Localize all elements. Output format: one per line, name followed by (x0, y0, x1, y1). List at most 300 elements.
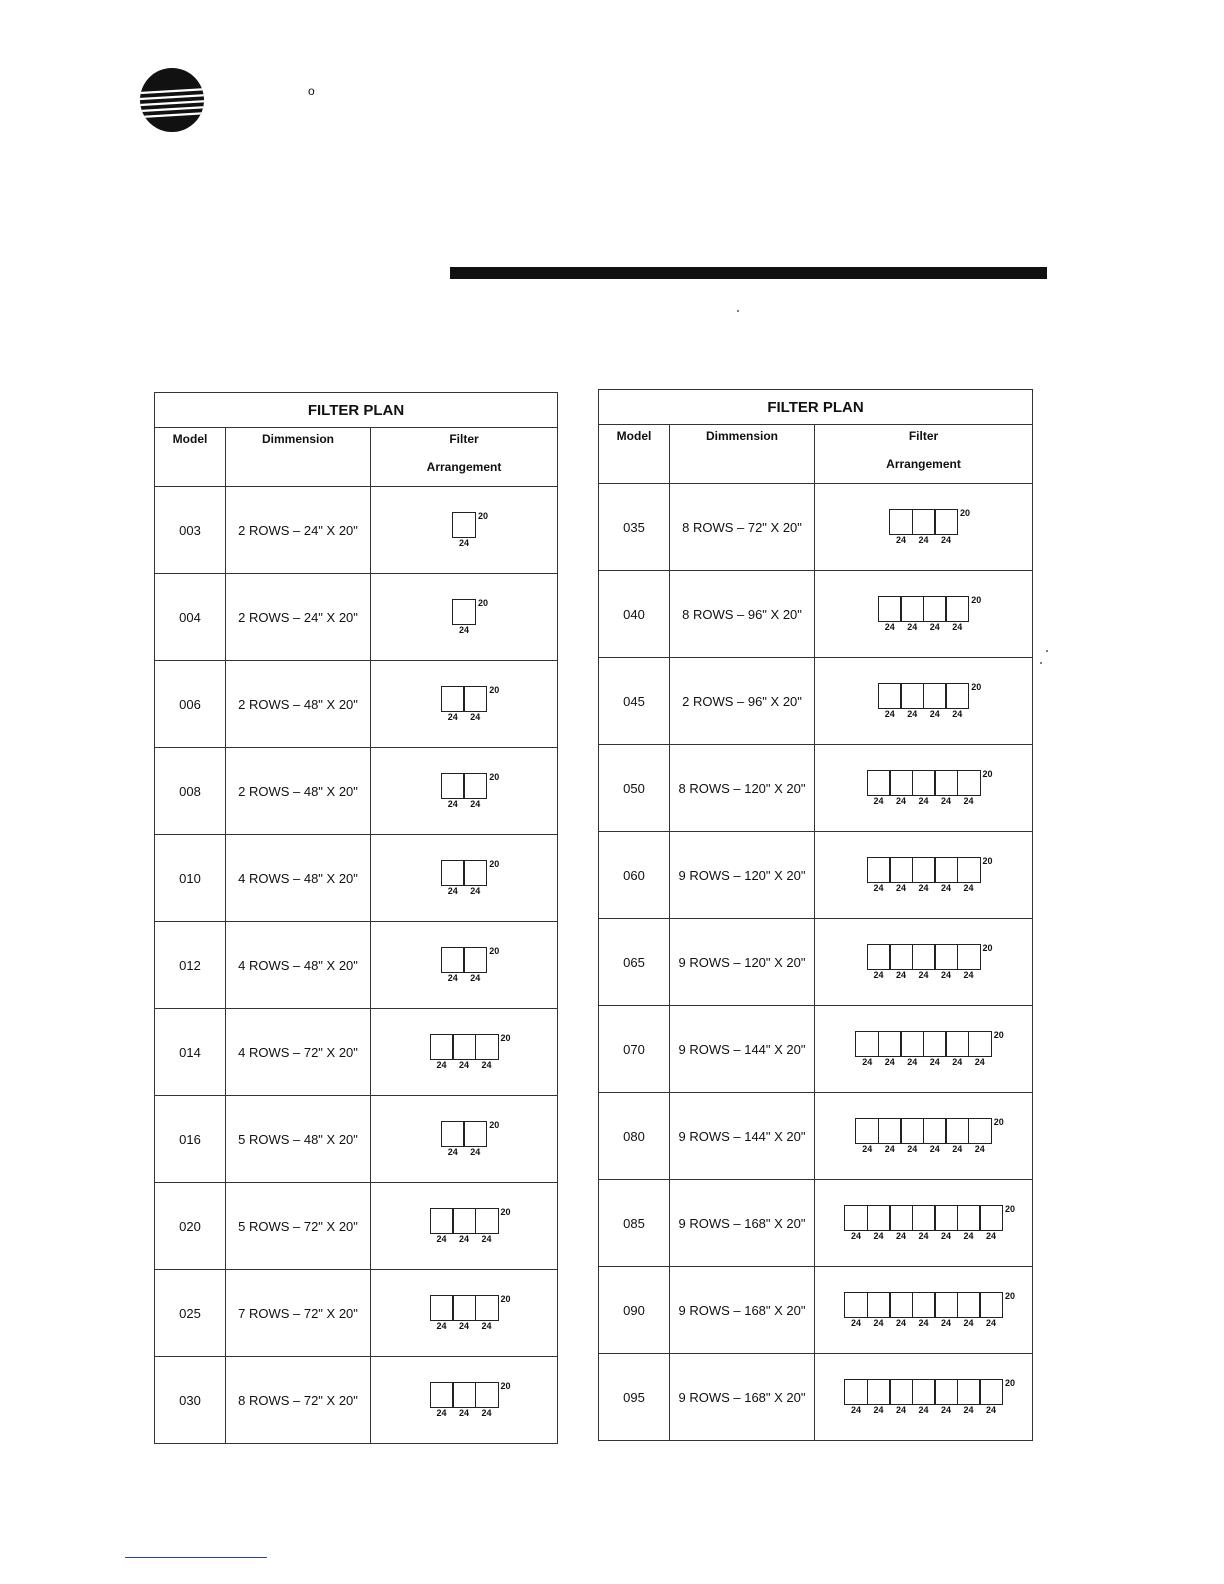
filter-width-label: 24 (459, 624, 470, 635)
model-cell: 008 (155, 748, 226, 835)
filter-arrangement-cell (815, 919, 1033, 1006)
filter-arrangement-cell (371, 1270, 558, 1357)
filter-panel (430, 1382, 454, 1408)
model-cell: 010 (155, 835, 226, 922)
filter-width-label: 24 (896, 969, 907, 980)
table-row (599, 1267, 1033, 1354)
header-rule (450, 267, 1047, 279)
filter-width-label: 24 (862, 1143, 873, 1154)
filter-panel (968, 1031, 992, 1057)
dimension-cell: 2 ROWS – 24" X 20" (226, 487, 371, 574)
filter-panel (441, 686, 465, 712)
filter-height-label: 20 (982, 855, 993, 866)
filter-width-label: 24 (952, 621, 963, 632)
filter-width-label: 24 (436, 1407, 447, 1418)
filter-width-label: 24 (884, 621, 895, 632)
model-cell: 012 (155, 922, 226, 1009)
filter-arrangement-diagram (430, 1293, 511, 1331)
filter-width-label: 24 (447, 798, 458, 809)
filter-width-label: 24 (481, 1233, 492, 1244)
filter-panel (968, 1118, 992, 1144)
table-row (599, 1093, 1033, 1180)
filter-arrangement-cell (815, 1006, 1033, 1093)
filter-panel (867, 1379, 891, 1405)
filter-width-label: 24 (986, 1404, 997, 1415)
filter-arrangement-diagram (452, 510, 489, 548)
filter-arrangement-cell (815, 658, 1033, 745)
filter-arrangement-cell (815, 832, 1033, 919)
filter-panel (945, 596, 969, 622)
filter-width-label: 24 (918, 969, 929, 980)
filter-width-label: 24 (896, 1317, 907, 1328)
filter-width-label: 24 (470, 885, 481, 896)
filter-arrangement-cell (371, 1183, 558, 1270)
filter-height-label: 20 (1005, 1203, 1016, 1214)
filter-arrangement-cell (371, 1009, 558, 1096)
filter-width-label: 24 (974, 1143, 985, 1154)
table-row (599, 1180, 1033, 1267)
column-header-dimension: Dimmension (226, 428, 371, 487)
filter-arrangement-diagram (430, 1206, 511, 1244)
filter-panel (878, 1118, 902, 1144)
filter-width-label: 24 (941, 795, 952, 806)
scan-speck (737, 310, 739, 312)
model-cell: 085 (599, 1180, 670, 1267)
filter-panel (430, 1034, 454, 1060)
filter-panel (463, 947, 487, 973)
filter-panel (979, 1292, 1003, 1318)
filter-width-label: 24 (963, 969, 974, 980)
table-row (599, 1006, 1033, 1093)
model-cell: 014 (155, 1009, 226, 1096)
filter-width-label: 24 (884, 1056, 895, 1067)
filter-arrangement-diagram (441, 1119, 500, 1157)
filter-width-label: 24 (873, 1317, 884, 1328)
table-title: FILTER PLAN (599, 390, 1033, 425)
filter-panel (912, 944, 936, 970)
dimension-cell: 4 ROWS – 48" X 20" (226, 835, 371, 922)
filter-width-label: 24 (963, 1230, 974, 1241)
filter-width-label: 24 (873, 1404, 884, 1415)
filter-arrangement-diagram (844, 1290, 1016, 1328)
dimension-cell: 8 ROWS – 72" X 20" (670, 484, 815, 571)
filter-panel (957, 944, 981, 970)
filter-panel (912, 509, 936, 535)
table-title: FILTER PLAN (155, 393, 558, 428)
filter-width-label: 24 (884, 708, 895, 719)
filter-arrangement-diagram (844, 1377, 1016, 1415)
filter-width-label: 24 (470, 1146, 481, 1157)
company-logo (138, 67, 206, 133)
filter-panel (889, 944, 913, 970)
filter-width-label: 24 (470, 972, 481, 983)
filter-width-label: 24 (470, 711, 481, 722)
filter-width-label: 24 (918, 882, 929, 893)
filter-width-label: 24 (447, 711, 458, 722)
filter-panel (867, 1292, 891, 1318)
filter-width-label: 24 (436, 1233, 447, 1244)
filter-width-label: 24 (481, 1059, 492, 1070)
filter-height-label: 20 (489, 684, 500, 695)
dimension-cell: 8 ROWS – 96" X 20" (670, 571, 815, 658)
filter-arrangement-cell (815, 484, 1033, 571)
filter-width-label: 24 (851, 1317, 862, 1328)
dimension-cell: 8 ROWS – 120" X 20" (670, 745, 815, 832)
filter-width-label: 24 (918, 534, 929, 545)
filter-panel (475, 1295, 499, 1321)
filter-panel (934, 1292, 958, 1318)
filter-arrangement-diagram (441, 684, 500, 722)
filter-width-label: 24 (907, 708, 918, 719)
table-row (599, 745, 1033, 832)
filter-panel (441, 947, 465, 973)
filter-height-label: 20 (993, 1116, 1004, 1127)
filter-panel (463, 860, 487, 886)
filter-width-label: 24 (481, 1320, 492, 1331)
filter-panel (923, 1118, 947, 1144)
model-cell: 080 (599, 1093, 670, 1180)
filter-arrangement-cell (815, 1267, 1033, 1354)
filter-arrangement-diagram (878, 681, 982, 719)
filter-width-label: 24 (459, 1407, 470, 1418)
filter-width-label: 24 (447, 972, 458, 983)
filter-panel (844, 1205, 868, 1231)
filter-panel (475, 1208, 499, 1234)
filter-width-label: 24 (929, 1143, 940, 1154)
filter-height-label: 20 (500, 1206, 511, 1217)
model-cell: 035 (599, 484, 670, 571)
filter-panel (923, 1031, 947, 1057)
model-cell: 004 (155, 574, 226, 661)
filter-panel (463, 773, 487, 799)
filter-panel (452, 1295, 476, 1321)
filter-arrangement-diagram (867, 768, 993, 806)
table-row (599, 658, 1033, 745)
filter-height-label: 20 (489, 771, 500, 782)
filter-height-label: 20 (982, 768, 993, 779)
table-row (599, 919, 1033, 1006)
filter-panel (452, 599, 476, 625)
model-cell: 060 (599, 832, 670, 919)
filter-arrangement-diagram (441, 858, 500, 896)
filter-height-label: 20 (489, 945, 500, 956)
filter-panel (945, 1118, 969, 1144)
filter-panel (867, 857, 891, 883)
filter-panel (889, 1379, 913, 1405)
filter-panel (945, 1031, 969, 1057)
table-row (155, 1357, 558, 1444)
dimension-cell: 2 ROWS – 96" X 20" (670, 658, 815, 745)
filter-panel (463, 686, 487, 712)
dimension-cell: 9 ROWS – 144" X 20" (670, 1093, 815, 1180)
filter-panel (934, 944, 958, 970)
filter-panel (979, 1205, 1003, 1231)
filter-arrangement-diagram (452, 597, 489, 635)
filter-width-label: 24 (459, 537, 470, 548)
dimension-cell: 2 ROWS – 48" X 20" (226, 661, 371, 748)
filter-height-label: 20 (489, 1119, 500, 1130)
filter-arrangement-cell (371, 1096, 558, 1183)
filter-panel (889, 770, 913, 796)
filter-width-label: 24 (952, 1056, 963, 1067)
table-row (599, 484, 1033, 571)
scan-speck (1046, 650, 1048, 652)
filter-width-label: 24 (907, 1143, 918, 1154)
filter-panel (889, 1205, 913, 1231)
filter-arrangement-diagram (867, 855, 993, 893)
column-header-dimension: Dimmension (670, 425, 815, 484)
filter-height-label: 20 (960, 507, 971, 518)
filter-panel (452, 1382, 476, 1408)
filter-height-label: 20 (478, 597, 489, 608)
dimension-cell: 2 ROWS – 48" X 20" (226, 748, 371, 835)
dimension-cell: 7 ROWS – 72" X 20" (226, 1270, 371, 1357)
filter-width-label: 24 (459, 1233, 470, 1244)
table-row (155, 1009, 558, 1096)
model-cell: 065 (599, 919, 670, 1006)
filter-panel (430, 1295, 454, 1321)
filter-width-label: 24 (963, 795, 974, 806)
filter-height-label: 20 (500, 1380, 511, 1391)
filter-width-label: 24 (941, 534, 952, 545)
filter-panel (855, 1118, 879, 1144)
filter-width-label: 24 (447, 885, 458, 896)
filter-plan-table-right (598, 389, 1033, 1441)
filter-height-label: 20 (500, 1032, 511, 1043)
filter-arrangement-cell (371, 487, 558, 574)
dimension-cell: 9 ROWS – 168" X 20" (670, 1180, 815, 1267)
table-row (155, 835, 558, 922)
table-row (599, 1354, 1033, 1441)
table-row (155, 661, 558, 748)
filter-panel (441, 1121, 465, 1147)
filter-panel (878, 596, 902, 622)
filter-arrangement-diagram (441, 771, 500, 809)
filter-width-label: 24 (896, 1230, 907, 1241)
filter-width-label: 24 (941, 1317, 952, 1328)
filter-width-label: 24 (929, 1056, 940, 1067)
filter-width-label: 24 (873, 1230, 884, 1241)
filter-arrangement-cell (371, 748, 558, 835)
column-header-model: Model (599, 425, 670, 484)
table-row (155, 1096, 558, 1183)
filter-arrangement-cell (815, 1180, 1033, 1267)
model-cell: 025 (155, 1270, 226, 1357)
filter-panel (475, 1382, 499, 1408)
filter-panel (934, 857, 958, 883)
filter-panel (957, 1292, 981, 1318)
filter-panel (889, 857, 913, 883)
filter-panel (878, 1031, 902, 1057)
filter-height-label: 20 (982, 942, 993, 953)
dimension-cell: 9 ROWS – 120" X 20" (670, 919, 815, 1006)
filter-width-label: 24 (896, 795, 907, 806)
filter-panel (900, 683, 924, 709)
filter-height-label: 20 (478, 510, 489, 521)
filter-arrangement-diagram (441, 945, 500, 983)
table-row (599, 571, 1033, 658)
filter-width-label: 24 (851, 1404, 862, 1415)
column-header-filter: Filter Arrangement (815, 425, 1033, 484)
model-cell: 095 (599, 1354, 670, 1441)
filter-panel (889, 1292, 913, 1318)
filter-panel (934, 1205, 958, 1231)
filter-panel (957, 1379, 981, 1405)
filter-panel (934, 1379, 958, 1405)
filter-width-label: 24 (873, 969, 884, 980)
filter-width-label: 24 (447, 1146, 458, 1157)
column-header-model: Model (155, 428, 226, 487)
model-cell: 016 (155, 1096, 226, 1183)
filter-width-label: 24 (896, 534, 907, 545)
table-row (155, 1270, 558, 1357)
filter-width-label: 24 (963, 1404, 974, 1415)
filter-width-label: 24 (862, 1056, 873, 1067)
table-row (155, 1183, 558, 1270)
filter-width-label: 24 (918, 1230, 929, 1241)
filter-arrangement-diagram (889, 507, 971, 545)
filter-panel (463, 1121, 487, 1147)
filter-panel (957, 857, 981, 883)
filter-panel (867, 770, 891, 796)
filter-panel (441, 860, 465, 886)
filter-arrangement-diagram (430, 1032, 511, 1070)
filter-panel (912, 857, 936, 883)
filter-width-label: 24 (884, 1143, 895, 1154)
filter-height-label: 20 (971, 681, 982, 692)
filter-arrangement-diagram (878, 594, 982, 632)
filter-panel (912, 1205, 936, 1231)
model-cell: 050 (599, 745, 670, 832)
dimension-cell: 9 ROWS – 168" X 20" (670, 1354, 815, 1441)
model-cell: 006 (155, 661, 226, 748)
filter-arrangement-cell (815, 1354, 1033, 1441)
table-row (599, 832, 1033, 919)
dimension-cell: 4 ROWS – 72" X 20" (226, 1009, 371, 1096)
filter-arrangement-cell (371, 661, 558, 748)
filter-panel (452, 1208, 476, 1234)
model-cell: 090 (599, 1267, 670, 1354)
filter-width-label: 24 (941, 882, 952, 893)
filter-panel (475, 1034, 499, 1060)
filter-panel (900, 1031, 924, 1057)
filter-width-label: 24 (974, 1056, 985, 1067)
footer-rule (125, 1557, 267, 1558)
filter-width-label: 24 (941, 1404, 952, 1415)
filter-panel (900, 1118, 924, 1144)
dimension-cell: 5 ROWS – 72" X 20" (226, 1183, 371, 1270)
filter-panel (855, 1031, 879, 1057)
filter-arrangement-diagram (430, 1380, 511, 1418)
filter-width-label: 24 (952, 708, 963, 719)
filter-width-label: 24 (873, 882, 884, 893)
scan-speck (1040, 662, 1042, 664)
filter-panel (912, 770, 936, 796)
filter-width-label: 24 (436, 1059, 447, 1070)
filter-width-label: 24 (481, 1407, 492, 1418)
filter-panel (900, 596, 924, 622)
filter-panel (878, 683, 902, 709)
filter-panel (867, 1205, 891, 1231)
model-cell: 040 (599, 571, 670, 658)
filter-arrangement-cell (371, 922, 558, 1009)
table-row (155, 487, 558, 574)
filter-arrangement-cell (371, 835, 558, 922)
filter-panel (957, 1205, 981, 1231)
filter-width-label: 24 (907, 1056, 918, 1067)
filter-height-label: 20 (971, 594, 982, 605)
filter-width-label: 24 (986, 1317, 997, 1328)
filter-height-label: 20 (1005, 1290, 1016, 1301)
dimension-cell: 2 ROWS – 24" X 20" (226, 574, 371, 661)
filter-height-label: 20 (1005, 1377, 1016, 1388)
filter-width-label: 24 (896, 882, 907, 893)
filter-width-label: 24 (873, 795, 884, 806)
filter-width-label: 24 (986, 1230, 997, 1241)
filter-arrangement-cell (371, 574, 558, 661)
filter-panel (430, 1208, 454, 1234)
filter-height-label: 20 (500, 1293, 511, 1304)
model-cell: 003 (155, 487, 226, 574)
filter-plan-table-left (154, 392, 558, 1444)
filter-width-label: 24 (963, 882, 974, 893)
filter-arrangement-diagram (855, 1116, 1004, 1154)
model-cell: 020 (155, 1183, 226, 1270)
filter-width-label: 24 (459, 1059, 470, 1070)
filter-panel (844, 1292, 868, 1318)
filter-panel (452, 1034, 476, 1060)
filter-width-label: 24 (896, 1404, 907, 1415)
logo-mark: o (308, 84, 315, 98)
dimension-cell: 9 ROWS – 168" X 20" (670, 1267, 815, 1354)
filter-panel (945, 683, 969, 709)
filter-width-label: 24 (929, 708, 940, 719)
model-cell: 030 (155, 1357, 226, 1444)
dimension-cell: 5 ROWS – 48" X 20" (226, 1096, 371, 1183)
dimension-cell: 8 ROWS – 72" X 20" (226, 1357, 371, 1444)
filter-width-label: 24 (907, 621, 918, 632)
filter-width-label: 24 (929, 621, 940, 632)
filter-panel (912, 1379, 936, 1405)
table-row (155, 748, 558, 835)
filter-panel (441, 773, 465, 799)
dimension-cell: 4 ROWS – 48" X 20" (226, 922, 371, 1009)
filter-arrangement-cell (371, 1357, 558, 1444)
model-cell: 070 (599, 1006, 670, 1093)
filter-panel (844, 1379, 868, 1405)
filter-width-label: 24 (459, 1320, 470, 1331)
filter-width-label: 24 (952, 1143, 963, 1154)
filter-panel (957, 770, 981, 796)
filter-width-label: 24 (941, 1230, 952, 1241)
filter-arrangement-cell (815, 745, 1033, 832)
filter-height-label: 20 (993, 1029, 1004, 1040)
model-cell: 045 (599, 658, 670, 745)
filter-width-label: 24 (436, 1320, 447, 1331)
filter-width-label: 24 (851, 1230, 862, 1241)
column-header-filter: Filter Arrangement (371, 428, 558, 487)
filter-width-label: 24 (918, 1317, 929, 1328)
filter-arrangement-cell (815, 571, 1033, 658)
table-row (155, 922, 558, 1009)
filter-height-label: 20 (489, 858, 500, 869)
dimension-cell: 9 ROWS – 144" X 20" (670, 1006, 815, 1093)
filter-panel (912, 1292, 936, 1318)
filter-panel (889, 509, 913, 535)
filter-panel (934, 770, 958, 796)
filter-panel (452, 512, 476, 538)
filter-panel (867, 944, 891, 970)
